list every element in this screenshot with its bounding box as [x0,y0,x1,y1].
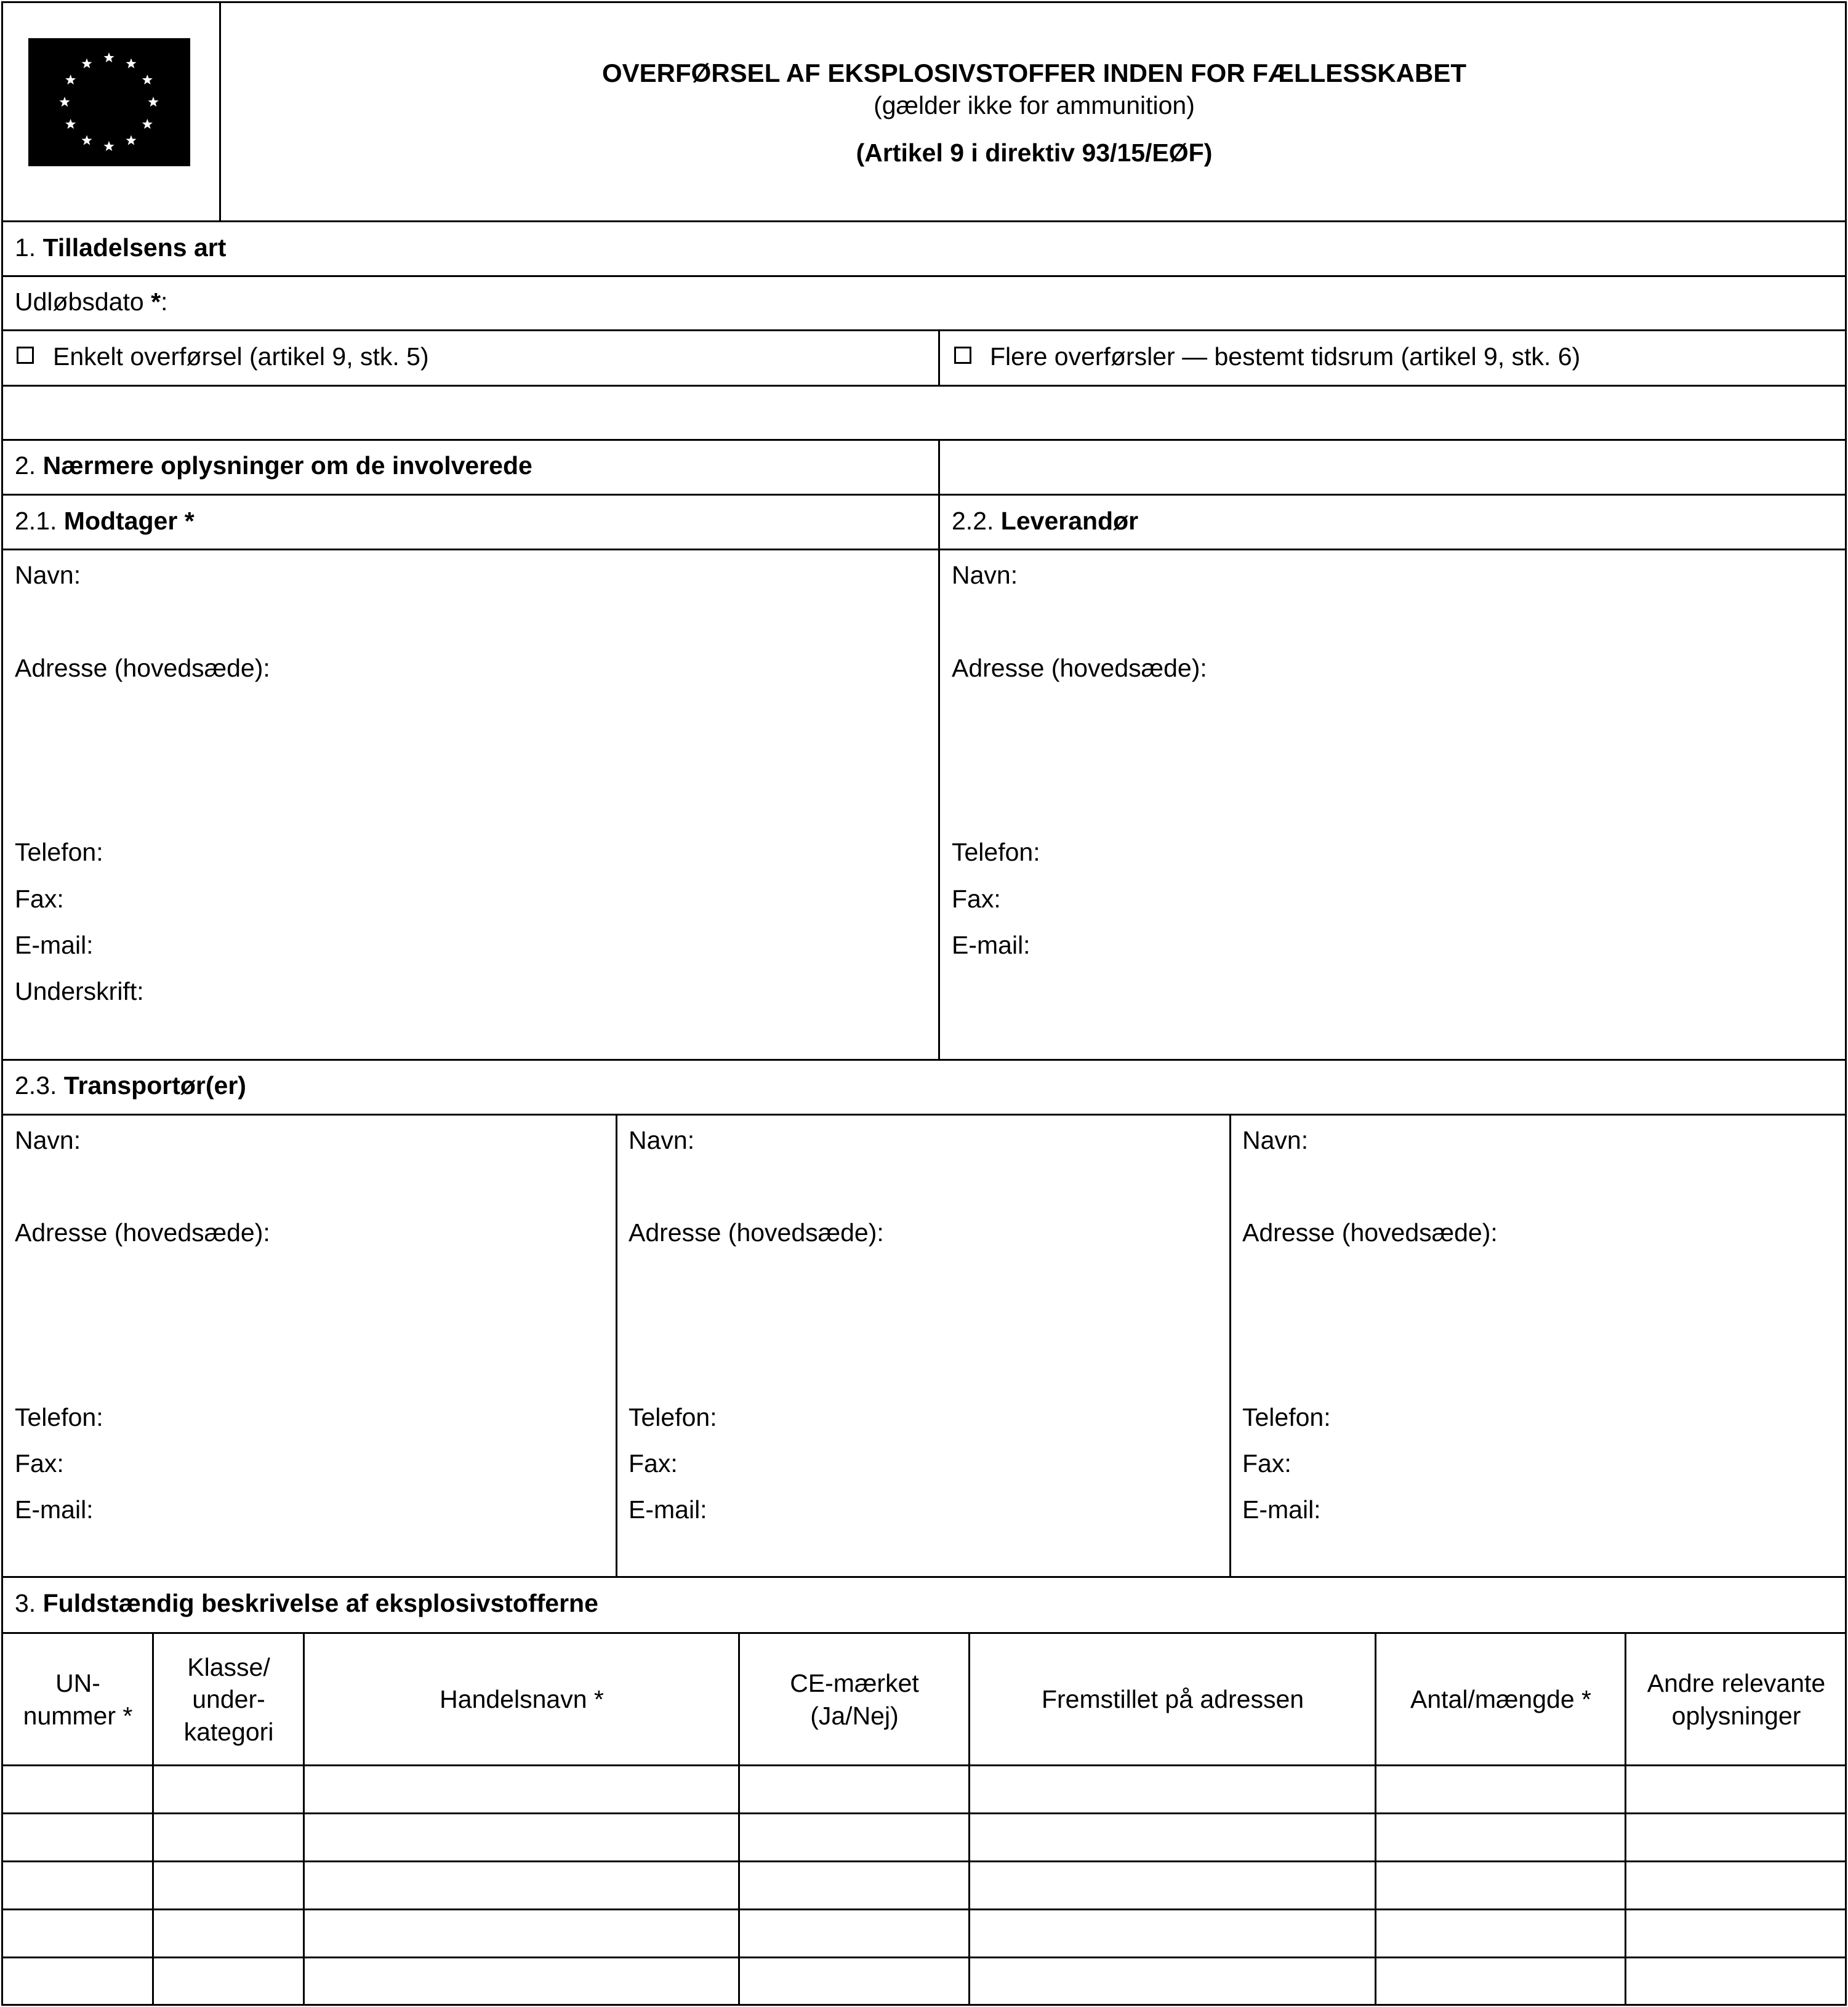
supplier-heading: 2.2. Leverandør [952,507,1139,535]
carrier3-email-label: E-mail: [1242,1495,1321,1524]
transport-heading: 2.3. Transportør(er) [15,1071,246,1100]
supplier-phone-label: Telefon: [952,838,1040,866]
expiry-date-label: Udløbsdato *: [15,288,168,316]
carrier2-fax-label: Fax: [629,1449,678,1478]
form-article: (Artikel 9 i direktiv 93/15/EØF) [856,139,1213,167]
divider [1,549,1847,550]
divider [1,1059,1847,1061]
carrier3-fax-label: Fax: [1242,1449,1292,1478]
recipient-email-label: E-mail: [15,931,94,959]
carrier2-phone-label: Telefon: [629,1403,717,1431]
flag-star [103,141,114,151]
carrier1-address-label: Adresse (hovedsæde): [15,1218,270,1247]
carrier3-phone-label: Telefon: [1242,1403,1331,1431]
flag-star [142,74,153,84]
recipient-heading: 2.1. Modtager * [15,507,195,535]
carrier3-name-label: Navn: [1242,1126,1309,1154]
form-title: OVERFØRSEL AF EKSPLOSIVSTOFFER INDEN FOR FÆLLESSKABET [601,58,1466,87]
flag-star [65,74,76,84]
carrier1-phone-label: Telefon: [15,1403,103,1431]
carrier1-email-label: E-mail: [15,1495,94,1524]
col-header-other-info: Andre relevante oplysninger [1647,1669,1826,1730]
eu-flag-icon [28,38,190,166]
flag-star [142,119,153,129]
carrier1-name-label: Navn: [15,1126,81,1154]
table-row[interactable] [3,1910,1846,1957]
column-divider [1229,1114,1231,1577]
divider [1,1114,1847,1116]
divider [1,1576,1847,1578]
eu-flag-stars [28,38,190,166]
section2-heading: 2. Nærmere oplysninger om de involverede [15,451,532,480]
table-row[interactable] [3,1958,1846,2005]
table-column-divider [152,1632,154,2006]
table-row[interactable] [3,1766,1846,1812]
table-row[interactable] [3,1814,1846,1860]
flag-star [126,135,136,145]
recipient-address-label: Adresse (hovedsæde): [15,654,270,682]
recipient-signature-label: Underskrift: [15,977,144,1005]
carrier2-email-label: E-mail: [629,1495,707,1524]
table-column-divider [1625,1632,1626,2006]
table-column-divider [968,1632,970,2006]
divider [1,1860,1847,1862]
section3-heading: 3. Fuldstændig beskrivelse af eksplosivstofferne [15,1589,598,1617]
supplier-email-label: E-mail: [952,931,1030,959]
flag-star [103,52,114,62]
col-header-trade-name: Handelsnavn * [440,1685,604,1714]
border-right [1845,1,1847,2006]
recipient-fax-label: Fax: [15,885,64,913]
table-column-divider [1375,1632,1376,2006]
supplier-fax-label: Fax: [952,885,1001,913]
carrier2-name-label: Navn: [629,1126,695,1154]
border-bottom [1,2004,1847,2006]
column-divider [938,329,940,386]
flag-star [81,58,92,68]
multiple-transfer-checkbox[interactable] [954,347,971,364]
flag-star [148,97,158,107]
divider [1,220,1847,222]
header-divider [219,1,221,222]
col-header-un-number: UN- nummer * [23,1669,133,1730]
column-divider [616,1114,617,1577]
divider [1,1908,1847,1910]
divider [1,275,1847,277]
border-top [1,1,1847,3]
form-subtitle: (gælder ikke for ammunition) [874,91,1195,119]
divider [1,1632,1847,1634]
carrier3-address-label: Adresse (hovedsæde): [1242,1218,1498,1247]
divider [1,1957,1847,1958]
col-header-manufactured-at: Fremstillet på adressen [1041,1685,1304,1714]
section1-heading: 1. Tilladelsens art [15,233,227,262]
col-header-quantity: Antal/mængde * [1410,1685,1591,1714]
carrier1-fax-label: Fax: [15,1449,64,1478]
divider [1,329,1847,331]
single-transfer-checkbox[interactable] [17,347,34,364]
recipient-name-label: Navn: [15,561,81,589]
flag-star [126,58,136,68]
carrier2-address-label: Adresse (hovedsæde): [629,1218,884,1247]
table-row[interactable] [3,1862,1846,1908]
single-transfer-label: Enkelt overførsel (artikel 9, stk. 5) [53,342,429,371]
flag-star [59,97,70,107]
column-divider [938,439,940,1060]
col-header-class: Klasse/ under- kategori [183,1652,274,1746]
border-left [1,1,3,2006]
flag-star [81,135,92,145]
table-column-divider [303,1632,305,2006]
flag-star [65,119,76,129]
supplier-name-label: Navn: [952,561,1018,589]
supplier-address-label: Adresse (hovedsæde): [952,654,1207,682]
col-header-ce-marked: CE-mærket (Ja/Nej) [790,1669,919,1730]
divider [1,1764,1847,1766]
divider [1,494,1847,496]
divider [1,385,1847,387]
divider [1,439,1847,441]
multiple-transfer-label: Flere overførsler — bestemt tidsrum (artikel 9, stk. 6) [990,342,1581,371]
table-column-divider [738,1632,740,2006]
recipient-phone-label: Telefon: [15,838,103,866]
divider [1,1812,1847,1814]
